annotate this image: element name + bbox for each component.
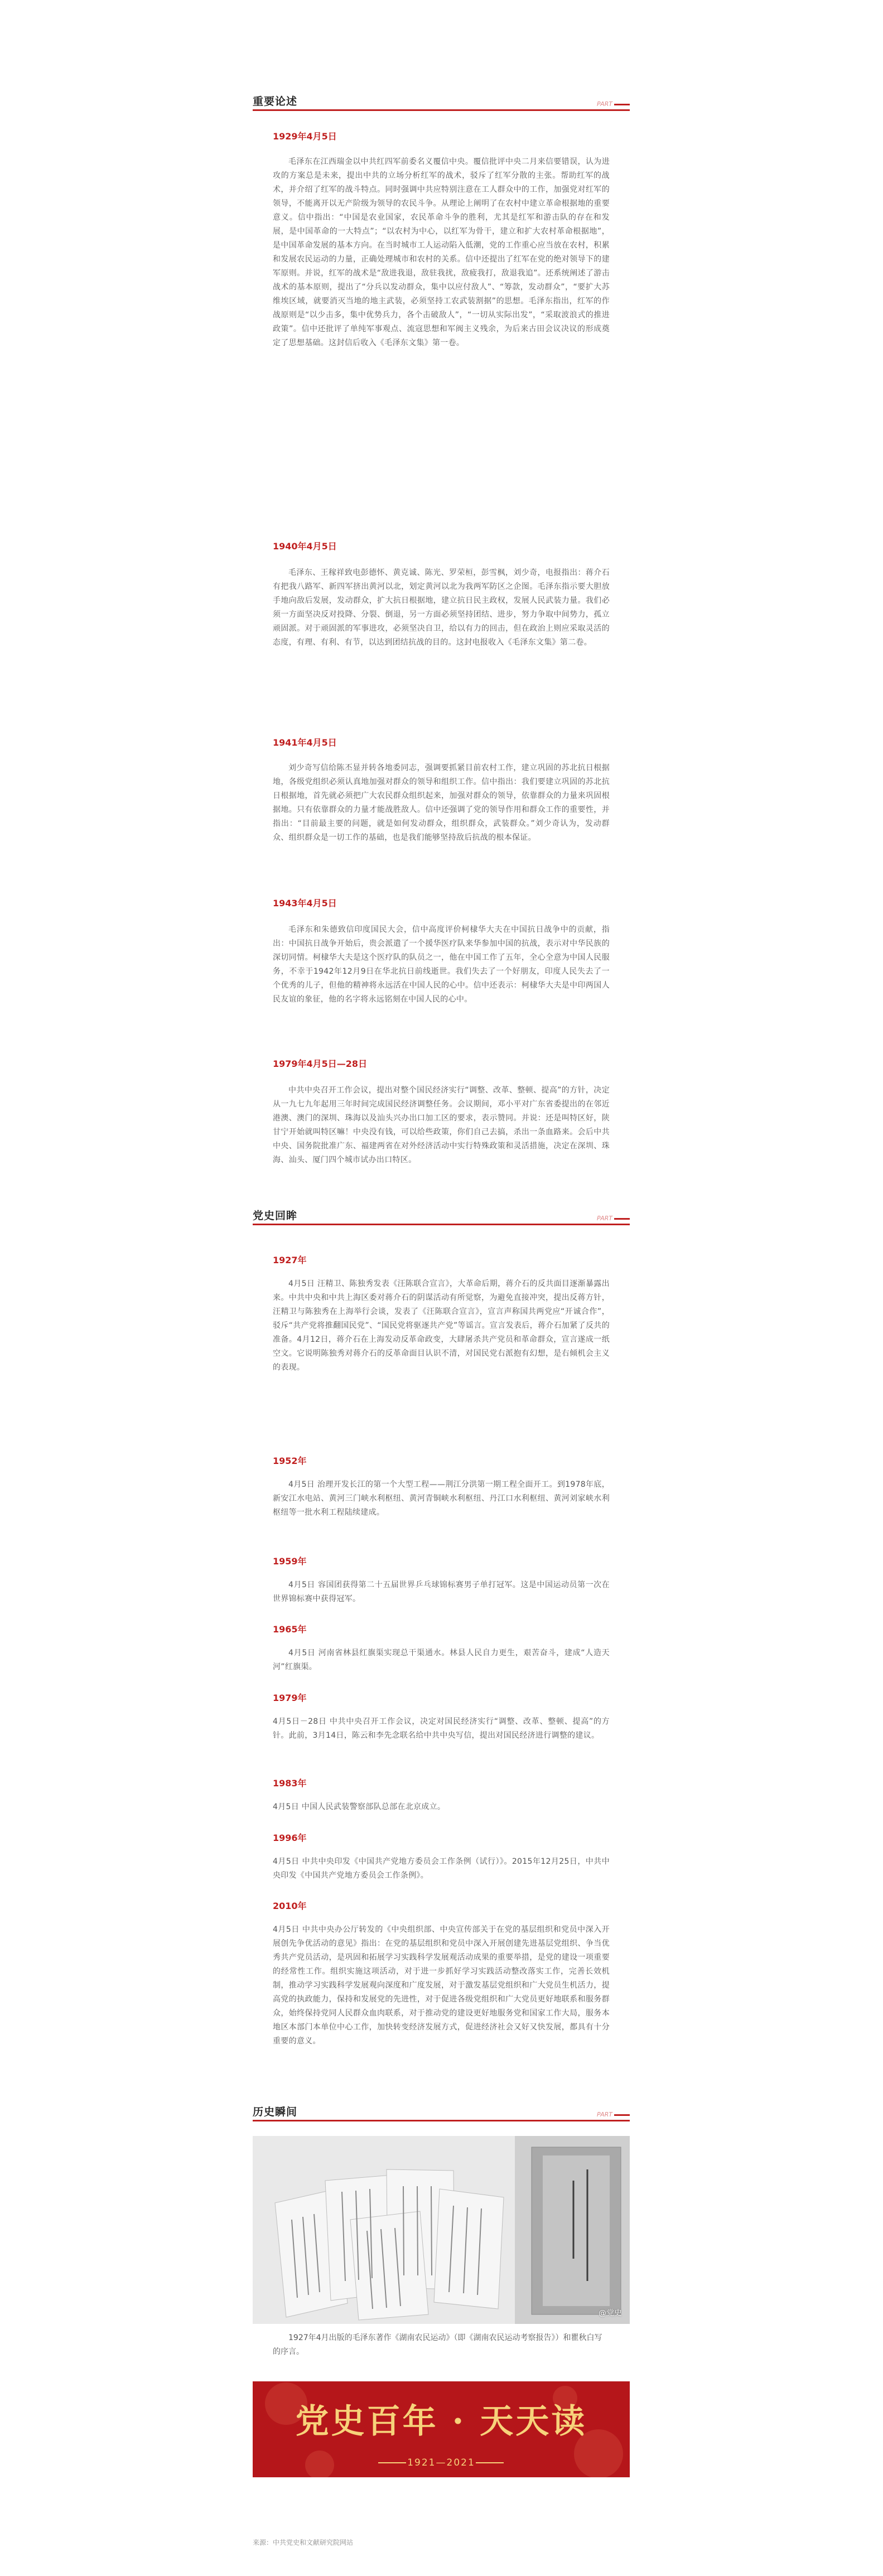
- entry-text: 毛泽东和朱德致信印度国民大会，信中高度评价柯棣华大夫在中国抗日战争中的贡献，指出：中国抗日战争开始后，贵会派遣了一个援华医疗队来华参加中国的抗战，表示对中华民族的深切同情。柯棣华大夫是这个医疗队的队员之一，他在中国工作了五年，全心全意为中国人民服务，不幸于1942年12月9日在华北抗日前线逝世。我们失去了一个好朋友，印度人民失去了一个优秀的儿子，但他的精神将永远活在中国人民的心中。信中还表示：柯棣华大夫是中印两国人民友谊的象征，他的名字将永远铭刻在中国人民的心中。: [273, 925, 610, 1004]
- entry-text: 4月5日 容国团获得第二十五届世界乒乓球锦标赛男子单打冠军。这是中国运动员第一次在世界锦标赛中获得冠军。: [273, 1581, 610, 1603]
- entry-date: 1959年: [273, 1556, 307, 1567]
- entry-date: 1927年: [273, 1255, 307, 1265]
- entry-text: 4月5日 中共中央办公厅转发的《中央组织部、中央宣传部关于在党的基层组织和党员中深入开展创先争优活动的意见》指出：在党的基层组织和党员中深入开展创建先进基层党组织、争当优秀共产党员活动，是巩固和拓展学习实践科学发展观活动成果的重要举措，是党的建设一项重要的经常性工作。组织实施这项活动，对于进一步抓好学习实践活动整改落实工作，完善长效机制，推动学习实践科学发展观向深度和广度发展，对于激发基层党组织和广大党员生机活力，提高党的执政能力，保持和发展党的先进性，对于促进各级党组织和广大党员更好地联系和服务群众，始终保持党同人民群众血肉联系，对于推动党的建设更好地服务党和国家工作大局，服务本地区本部门本单位中心工作，加快转变经济发展方式，促进经济社会又好又快发展，都具有十分重要的意义。: [273, 1925, 610, 2046]
- banner-title: 党史百年 · 天天读: [295, 2402, 587, 2441]
- entry-text: 刘少奇写信给陈丕显并转各地委同志，强调要抓紧目前农村工作，建立巩固的苏北抗日根据地，各级党组织必须认真地加强对群众的领导和组织工作。信中指出：我们要建立巩固的苏北抗日根据地，首先就必须把广大农民群众组织起来，加强对群众的领导，依靠群众的力量来巩固根据地。只有依靠群众的力量才能战胜敌人。信中还强调了党的领导作用和群众工作的重要性，并指出：“目前最主要的问题，就是如何发动群众，组织群众，武装群众。”刘少奇认为，发动群众、组织群众是一切工作的基础，也是我们能够坚持敌后抗战的根本保证。: [273, 763, 610, 842]
- section-tag: PART: [597, 2111, 630, 2120]
- entry-date: 2010年: [273, 1901, 307, 1911]
- section-tag: PART: [597, 1215, 630, 1224]
- historic-document-photo: [253, 2136, 630, 2324]
- entry-date: 1941年4月5日: [273, 737, 337, 748]
- entry-text: 毛泽东在江西瑞金以中共红四军前委名义覆信中央。覆信批评中央二月来信要错误，认为进攻的方案总是未来，提出中共的立场分析红军的战术，驳斥了红军分散的主张。帮助红军的战术，并介绍了红军的战斗特点。同时强调中共应特别注意在工人群众中的工作，加强党对红军的领导，不能离开以无产阶级为领导的农民斗争。从理论上阐明了在农村中建立革命根据地的重要意义。信中指出：“中国是农业国家，农民革命斗争的胜利，尤其是红军和游击队的存在和发展，是中国革命的一大特点”；“以农村为中心，以红军为骨干，建立和扩大农村革命根据地”，是中国革命发展的基本方向。在当时城市工人运动陷入低潮，党的工作重心应当放在农村，积累和发展农民运动的力量，正确处理城市和农村的关系。信中还提出了红军在党的绝对领导下的建军原则。并说，红军的战术是“敌进我退，敌驻我扰，敌疲我打，敌退我追”。还系统阐述了游击战术的基本原则，提出了“分兵以发动群众，集中以应付敌人”、“筹款，发动群众”，“要扩大苏维埃区域，就要消灭当地的地主武装，必须坚持工农武装割据”的思想。毛泽东指出，红军的作战原则是“以少击多，集中优势兵力，各个击破敌人”，“一切从实际出发”，“采取波浪式的推进政策”。信中还批评了单纯军事观点、流寇思想和军阀主义残余，为后来古田会议决议的形成奠定了思想基础。这封信后收入《毛泽东文集》第一卷。: [273, 157, 610, 347]
- entry-text: 4月5日 中国人民武装警察部队总部在北京成立。: [273, 1802, 446, 1811]
- entry-date: 1965年: [273, 1624, 307, 1635]
- banner-years: 1921—2021: [407, 2457, 475, 2468]
- entry-date: 1940年4月5日: [273, 541, 337, 552]
- entry-text: 4月5日－28日 中共中央召开工作会议，决定对国民经济实行“调整、改革、整顿、提高”的方针。此前，3月14日，陈云和李先念联名给中共中央写信，提出对国民经济进行调整的建议。: [273, 1717, 610, 1740]
- entry-date: 1996年: [273, 1833, 307, 1843]
- section-title: 重要论述: [253, 95, 298, 108]
- entry-date: 1943年4月5日: [273, 898, 337, 908]
- section-title: 党史回眸: [253, 1210, 298, 1222]
- section-header: [253, 2105, 630, 2121]
- entry-text: 毛泽东、王稼祥致电彭德怀、黄克诚、陈光、罗荣桓，彭雪枫，刘少奇，电报指出：蒋介石有把我八路军、新四军挤出黄河以北，划定黄河以北为我两军防区之企图。毛泽东指示要大胆放手地向敌后发展，发动群众，扩大抗日根据地，建立抗日民主政权，发展人民武装力量。我们必须一方面坚决反对投降、分裂、倒退，另一方面必须坚持团结、进步，努力争取中间势力，孤立顽固派。对于顽固派的军事进攻，必须坚决自卫，给以有力的回击，但在政治上则应采取灵活的态度，有理、有利、有节，以达到团结抗战的目的。这封电报收入《毛泽东文集》第二卷。: [273, 568, 610, 647]
- photo-illustration: [253, 2136, 630, 2324]
- entry-text: 中共中央召开工作会议，提出对整个国民经济实行“调整、改革、整顿、提高”的方针，决定从一九七九年起用三年时间完成国民经济调整任务。会议期间，邓小平对广东省委提出的在邻近港澳、澳门的深圳、珠海以及汕头兴办出口加工区的要求，表示赞同。并说：还是叫特区好，陕甘宁开始就叫特区嘛！中央没有钱，可以给些政策，你们自己去搞，杀出一条血路来。会后中共中央、国务院批准广东、福建两省在对外经济活动中实行特殊政策和灵活措施，决定在深圳、珠海、汕头、厦门四个城市试办出口特区。: [273, 1086, 610, 1164]
- series-banner: [253, 2381, 630, 2477]
- source-footer: 来源：中共党史和文献研究院网站: [253, 2539, 354, 2546]
- entry-text: 4月5日 汪精卫、陈独秀发表《汪陈联合宣言》，大革命后期，蒋介石的反共面目逐渐暴露出来。中共中央和中共上海区委对蒋介石的阴谋活动有所觉察，为避免直接冲突，提出反蒋方针，汪精卫与陈独秀在上海举行会谈，发表了《汪陈联合宣言》，宣言声称国共两党应“开诚合作”，驳斥“共产党将推翻国民党”、“国民党将驱逐共产党”等谣言。宣言发表后，蒋介石加紧了反共的准备。4月12日，蒋介石在上海发动反革命政变，大肆屠杀共产党员和革命群众，宣言遂成一纸空文。它说明陈独秀对蒋介石的反革命面目认识不清，对国民党右派抱有幻想，是右倾机会主义的表现。: [273, 1279, 610, 1372]
- photo-watermark: @党史: [599, 2309, 622, 2318]
- photo-caption: 1927年4月出版的毛泽东著作《湖南农民运动》（即《湖南农民运动考察报告》）和瞿秋白写的序言。: [273, 2333, 602, 2356]
- section-historic-moment: [253, 2105, 630, 2121]
- entry-date: 1979年4月5日—28日: [273, 1059, 368, 1069]
- entry-text: 4月5日 中共中央印发《中国共产党地方委员会工作条例（试行）》。2015年12月25日，中共中央印发《中国共产党地方委员会工作条例》。: [273, 1857, 610, 1880]
- section-header: [253, 95, 630, 111]
- entry-date: 1929年4月5日: [273, 131, 337, 142]
- section-important-discourse: [253, 95, 630, 111]
- entry-text: 4月5日 河南省林县红旗渠实现总干渠通水。林县人民自力更生，艰苦奋斗，建成“人造天河”红旗渠。: [273, 1649, 610, 1671]
- section-title: 历史瞬间: [253, 2106, 298, 2118]
- entry-date: 1952年: [273, 1456, 307, 1466]
- section-party-history-review: [253, 1209, 630, 1225]
- section-header: [253, 1209, 630, 1225]
- entry-date: 1983年: [273, 1778, 307, 1789]
- entry-date: 1979年: [273, 1693, 307, 1703]
- entry-text: 4月5日 治理开发长江的第一个大型工程——荆江分洪第一期工程全面开工。到1978年底，新安江水电站、黄河三门峡水利枢纽、黄河青铜峡水利枢纽、丹江口水利枢纽、黄河刘家峡水利枢纽等一批水利工程陆续建成。: [273, 1480, 610, 1517]
- section-tag: PART: [597, 100, 630, 109]
